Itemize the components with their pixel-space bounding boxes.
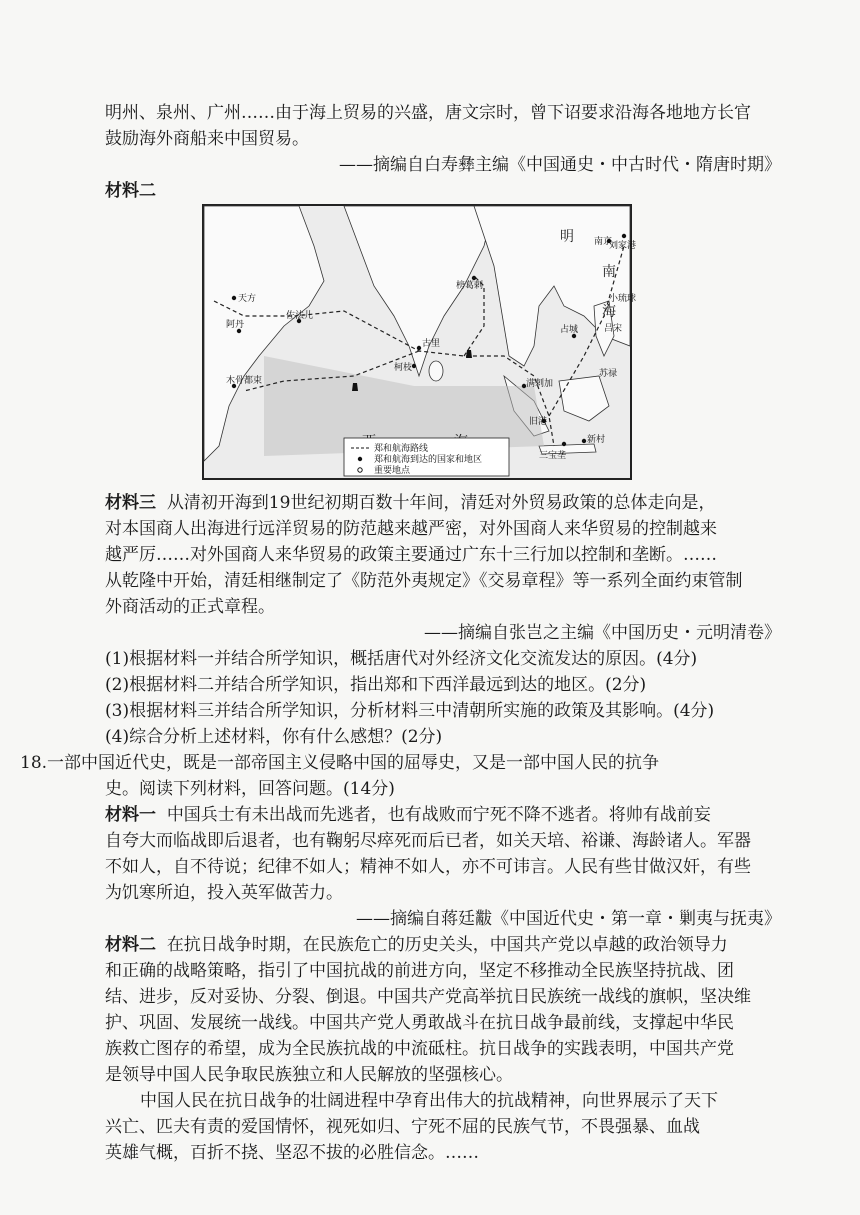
map-label-liuqiu: 小琉球 [609,294,637,304]
material2-title: 材料二 [105,181,156,201]
question-18-line-1: 18.一部中国近代史，既是一部帝国主义侵略中国的屈辱史，又是一部中国人民的抗争 [20,753,660,773]
material3-line-2: 对本国商人出海进行远洋贸易的防范越来越严密，对外国商人来华贸易的控制越来 [105,519,717,539]
material3-source: ——摘编自张岂之主编《中国历史・元明清卷》 [424,623,781,643]
intro-line-1: 明州、泉州、广州……由于海上贸易的兴盛，唐文宗时，曾下诏要求沿海各地地方长官 [105,103,751,123]
q18-material2-line-5: 族救亡图存的希望，成为全民族抗战的中流砥柱。抗日战争的实践表明，中国共产党 [105,1039,734,1059]
question-17-2: (2)根据材料二并结合所学知识，指出郑和下西洋最远到达的地区。(2分) [105,675,647,695]
material3-line-4: 从乾隆中开始，清廷相继制定了《防范外夷规定》《交易章程》等一系列全面约束管制 [105,571,743,591]
map-label-sulu: 苏禄 [599,369,618,379]
q18-material2-p2-line-1: 中国人民在抗日战争的壮阔进程中孕育出伟大的抗战精神，向世界展示了天下 [140,1091,718,1111]
q18-material1-source: ——摘编自蒋廷黻《中国近代史・第一章・剿夷与抚夷》 [356,909,781,929]
map-label-nan: 南 [602,264,616,280]
q18-material2-label: 材料二 [105,935,156,955]
map-label-jiugang: 旧港 [529,417,548,427]
q18-material1-text-1: 中国兵士有未出战而先逃者，也有战败而宁死不降不逃者。将帅有战前妄 [166,805,711,825]
q18-material2-line-3: 结、进步，反对妥协、分裂、倒退。中国共产党高举抗日民族统一战线的旗帜，坚决维 [105,987,751,1007]
q18-material2-p2-line-2: 兴亡、匹夫有责的爱国情怀，视死如归、宁死不屈的民族气节，不畏强暴、血战 [105,1117,700,1137]
q18-material1-line-1 [105,802,785,828]
intro-source: ——摘编自白寿彝主编《中国通史・中古时代・隋唐时期》 [339,155,781,175]
map-label-banggela: 榜葛剌 [456,281,484,291]
map-label-nanjing: 南京 [594,237,613,247]
legend-reached: 郑和航海到达的国家和地区 [374,455,483,465]
map-label-zuofaer: 佐法儿 [286,311,314,321]
q18-material2-line-4: 护、巩固、发展统一战线。中国共产党人勇敢战斗在抗日战争最前线，支撑起中华民 [105,1013,734,1033]
material3-line-1 [105,490,785,516]
q18-material2-p2-line-3: 英雄气概，百折不挠、坚忍不拔的必胜信念。…… [105,1143,479,1163]
q18-material1-line-3: 不如人，自不待说；纪律不如人；精神不如人，亦不可讳言。人民有些甘做汉奸，有些 [105,857,751,877]
zheng-he-voyage-map [202,204,637,480]
map-label-xincun: 新村 [587,435,606,445]
intro-line-2: 鼓励海外商船来中国贸易。 [105,129,309,149]
map-legend [344,438,509,476]
map-label-zhancheng: 占城 [560,325,579,335]
material3-line-3: 越严厉……对外国商人来华贸易的政策主要通过广东十三行加以控制和垄断。…… [105,545,717,565]
map-label-lvsong: 吕宋 [604,324,623,334]
map-label-ming: 明 [560,229,574,245]
map-label-adan: 阿丹 [226,320,245,330]
material3-text-1: 从清初开海到19世纪初期百数十年间，清廷对外贸易政策的总体走向是， [166,493,716,513]
map-label-guli: 古里 [422,339,441,349]
legend-route: 郑和航海路线 [374,444,429,454]
map-label-manlajia: 满剌加 [526,379,554,389]
q18-material2-line-1 [105,932,785,958]
map-label-tianfang: 天方 [238,294,257,304]
question-17-3: (3)根据材料三并结合所学知识，分析材料三中清朝所实施的政策及其影响。(4分) [105,701,715,721]
map-label-liujiagang: 刘家港 [609,241,637,251]
q18-material1-line-4: 为饥寒所迫，投入英军做苦力。 [105,883,343,903]
question-17-4: (4)综合分析上述材料，你有什么感想？(2分) [105,727,443,747]
material3-line-5: 外商活动的正式章程。 [105,597,275,617]
q18-material2-line-6: 是领导中国人民争取民族独立和人民解放的坚强核心。 [105,1065,513,1085]
material3-label: 材料三 [105,493,156,513]
map-label-sanbaolong: 三宝垄 [539,451,567,461]
q18-material1-label: 材料一 [105,805,156,825]
map-label-kezhi: 柯枝 [394,363,413,373]
legend-important: 重要地点 [374,466,411,476]
q18-material1-line-2: 自夸大而临战即后退者，也有鞠躬尽瘁死而后已者，如关天培、裕谦、海龄诸人。军器 [105,831,751,851]
q18-material2-line-2: 和正确的战略策略，指引了中国抗战的前进方向，坚定不移推动全民族坚持抗战、团 [105,961,734,981]
map-label-hai: 海 [602,304,616,320]
question-17-1: (1)根据材料一并结合所学知识，概括唐代对外经济文化交流发达的原因。(4分) [105,649,698,669]
q18-material2-text-1: 在抗日战争时期，在民族危亡的历史关头，中国共产党以卓越的政治领导力 [166,935,728,955]
map-label-mugudushu: 木骨都束 [226,376,263,386]
question-18-line-2: 史。阅读下列材料，回答问题。(14分) [105,779,395,799]
